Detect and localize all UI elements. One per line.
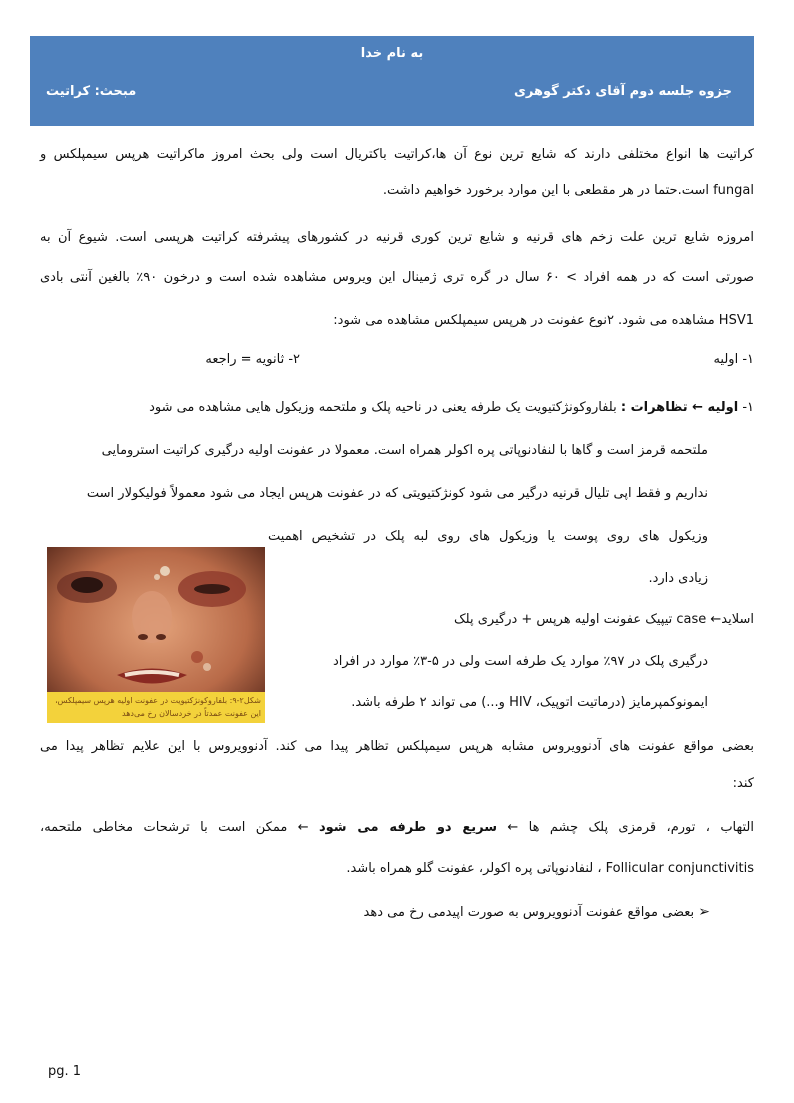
eyelid-involvement-line-1: درگیری پلک در ۹۷٪ موارد یک طرفه است ولی در ۵-۳٪ موارد در افراد [332,654,708,669]
adenovirus-line-1: بعضی مواقع عفونت های آدنوویروس مشابه هرپس سیمپلکس تظاهر پیدا می کند. آدنوویروس با این علایم تظاهر پیدا می [40,739,754,754]
page-number: pg. 1 [48,1064,82,1079]
infection-type-primary: ۱- اولیه [713,352,754,367]
section-1-line-4: وزیکول های روی پوست یا وزیکول های روی لبه پلک در تشخیص اهمیت [268,529,708,544]
paragraph-1-line-2: fungal است.حتما در هر مقطعی با این موارد برخورد خواهیم داشت. [382,183,754,198]
section-1-line-1: بلفاروکونژکتیویت یک طرفه یعنی در ناحیه پلک و ملتحمه وزیکول هایی مشاهده می شود [149,400,617,415]
bullet-item [364,903,710,922]
figure-caption: شکل۲-۹: بلفاروکونژکتیویت در عفونت اولیه هرپس سیمپلکس، این عفونت عمدتاً در خردسالان رخ می‌دهد [47,692,265,723]
paragraph-2-line-3: HSV1 مشاهده می شود. ۲نوع عفونت در هرپس سیمپلکس مشاهده می شود: [333,313,754,328]
document-header [30,36,754,126]
symptoms-emphasis: سریع دو طرفه می شود [318,820,497,835]
section-1-line-3: نداریم و فقط اپی تلیال قرنیه درگیر می شود کونژکتیویتی که در عفونت هرپس ایجاد می شود معمولاً فولیکولار است [86,486,708,501]
slide-note: اسلاید← case تیپیک عفونت اولیه هرپس + درگیری پلک [454,612,754,627]
adenovirus-line-2: کند: [732,776,754,791]
arrow-bullet-icon: ➢ [698,904,710,920]
section-1-heading [149,399,754,417]
paragraph-2-line-1: امروزه شایع ترین علت زخم های قرنیه و شایع ترین کوری قرنیه در کشورهای پیشرفته کراتیت هرپسی است. شیوع آن به [40,230,754,245]
symptoms-part-2: ← ممکن است با ترشحات مخاطی ملتحمه، [40,820,309,835]
symptoms-part-1: التهاب ، تورم، قرمزی پلک چشم ها ← [507,820,755,835]
section-1-title: اولیه ← تظاهرات : [620,400,739,415]
infection-type-secondary: ۲- ثانویه = راجعه [205,352,300,367]
eyelid-involvement-line-2: ایمونوکمپرمایز (درماتیت اتوپیک، HIV و...) می تواند ۲ طرفه باشد. [351,695,708,710]
document-title: جزوه جلسه دوم آقای دکتر گوهری [513,84,732,99]
section-1-line-5: زیادی دارد. [648,571,708,586]
section-1-number: ۱- [742,400,754,415]
paragraph-2-line-2: صورتی است که در همه افراد > ۶۰ سال در گره تری ژمینال این ویروس مشاهده شده است و درخون ۹۰٪ بالغین آنتی بادی [40,270,755,285]
basmala: به نام خدا [360,46,424,61]
symptoms-line-2: Follicular conjunctivitis ، لنفادنوپاتی پره اکولر، عفونت گلو همراه باشد. [346,861,754,876]
paragraph-1-line-1: کراتیت ها انواع مختلفی دارند که شایع ترین نوع آن ها،کراتیت باکتریال است ولی بحث امروز ماکراتیت هرپس سیمپلکس و [40,147,754,162]
section-1-line-2: ملتحمه قرمز است و گاها با لنفادنوپاتی پره اکولر همراه است. معمولا در عفونت اولیه درگیری کراتیت استرومایی [101,443,708,458]
topic-label: مبحث: کراتیت [46,84,137,99]
bullet-text: بعضی مواقع عفونت آدنوویروس به صورت اپیدمی رخ می دهد [363,905,695,920]
symptoms-line-1 [40,819,754,837]
